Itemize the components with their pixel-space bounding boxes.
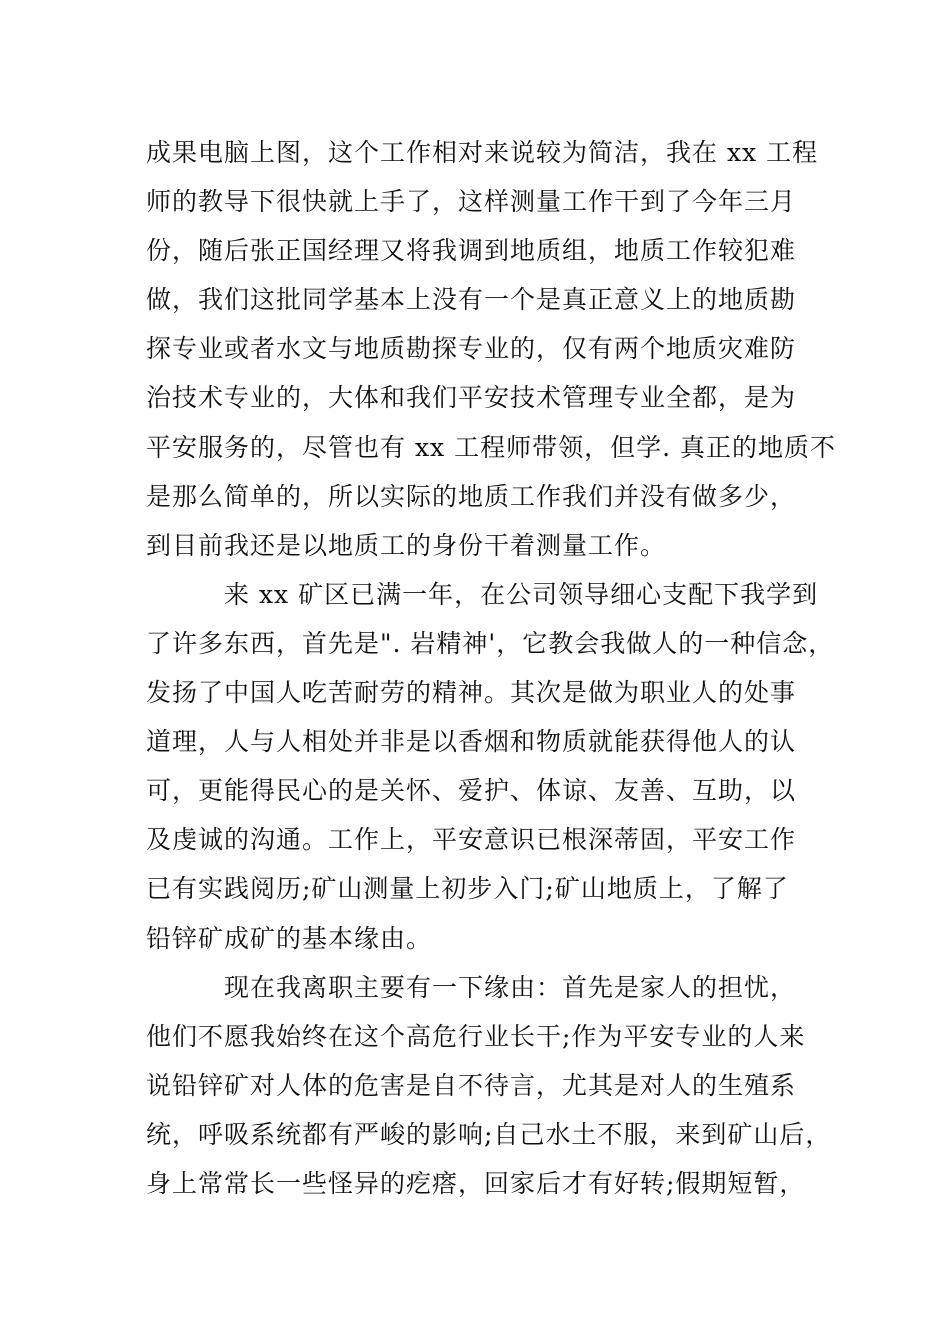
text-line: 已有实践阅历;矿山测量上初步入门;矿山地质上，了解了 <box>146 874 789 904</box>
text-line: 统，呼吸系统都有严峻的影响;自己水土不服，来到矿山后， <box>146 1119 832 1149</box>
text-line: 平安服务的，尽管也有 xx 工程师带领，但学. 真正的地质不 <box>146 432 836 462</box>
text-line: 他们不愿我始终在这个高危行业长干;作为平安专业的人来 <box>146 1021 806 1051</box>
text-line: 做，我们这批同学基本上没有一个是真正意义上的地质勘 <box>146 285 797 315</box>
body-text <box>146 128 836 1208</box>
text-line: 份，随后张正国经理又将我调到地质组，地质工作较犯难 <box>146 236 797 266</box>
text-line: 探专业或者水文与地质勘探专业的，仅有两个地质灾难防 <box>146 334 797 364</box>
text-line: 铅锌矿成矿的基本缘由。 <box>146 923 433 953</box>
paragraph-1 <box>146 128 836 570</box>
text-line: 是那么简单的，所以实际的地质工作我们并没有做多少， <box>146 481 797 511</box>
paragraph-2 <box>146 570 835 963</box>
text-line: 成果电脑上图，这个工作相对来说较为简洁，我在 xx 工程 <box>146 138 819 167</box>
text-line: 说铅锌矿对人体的危害是自不待言，尤其是对人的生殖系 <box>146 1070 797 1100</box>
text-line: 了许多东西，首先是". 岩精神'，它教会我做人的一种信念， <box>146 628 835 658</box>
text-line: 师的教导下很快就上手了，这样测量工作干到了今年三月 <box>146 187 797 217</box>
text-line: 可，更能得民心的是关怀、爱护、体谅、友善、互助，以 <box>146 776 797 806</box>
text-line: 现在我离职主要有一下缘由：首先是家人的担忧， <box>146 972 797 1002</box>
text-line: 来 xx 矿区已满一年，在公司领导细心支配下我学到 <box>146 579 819 609</box>
paragraph-3 <box>146 963 832 1208</box>
text-line: 到目前我还是以地质工的身份干着测量工作。 <box>146 530 667 560</box>
text-line: 发扬了中国人吃苦耐劳的精神。其次是做为职业人的处事 <box>146 678 797 708</box>
text-line: 道理，人与人相处并非是以香烟和物质就能获得他人的认 <box>146 727 797 757</box>
text-line: 及虔诚的沟通。工作上，平安意识已根深蒂固，平安工作 <box>146 825 797 855</box>
text-line: 治技术专业的，大体和我们平安技术管理专业全都，是为 <box>146 383 797 413</box>
text-line: 身上常常长一些怪异的疙瘩，回家后才有好转;假期短暂， <box>146 1168 806 1198</box>
